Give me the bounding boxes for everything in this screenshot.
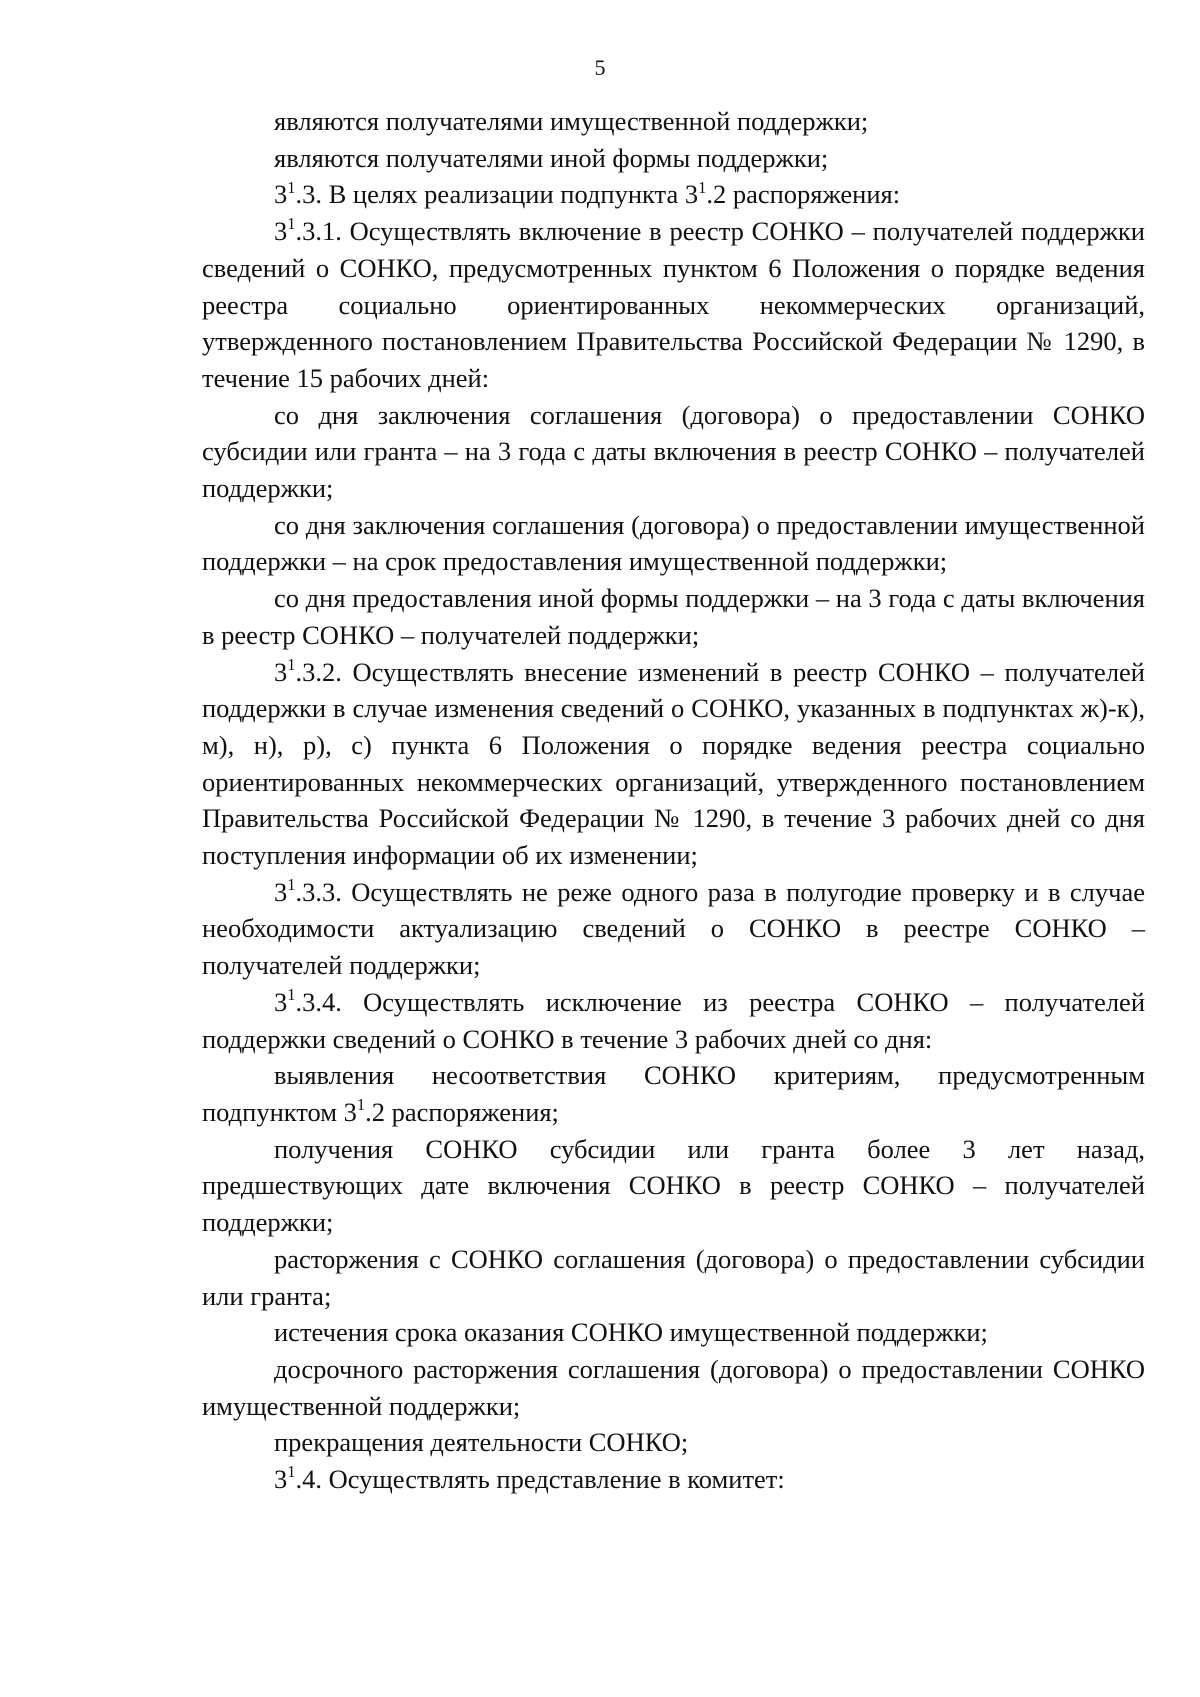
paragraph: получения СОНКО субсидии или гранта более 3 лет назад, предшествующих дате включения СОНКО в реестр СОНКО – получателей поддержки; bbox=[202, 1133, 1145, 1238]
paragraph: $3^1.3.4$. Осуществлять исключение из реестра СОНКО – получателей поддержки сведений о СОНКО в течение 3 рабочих дней со дня: bbox=[202, 985, 1145, 1054]
paragraph: со дня заключения соглашения (договора) о предоставлении имущественной поддержки – на срок предоставления имущественной поддержки; bbox=[202, 509, 1145, 577]
paragraph: являются получателями иной формы поддержки; bbox=[274, 142, 829, 173]
paragraph: $3^1.3$. В целях реализации подпункта $3^1.2$ распоряжения: bbox=[274, 177, 901, 210]
paragraph: $3^1.4$. Осуществлять представление в комитет: bbox=[274, 1462, 785, 1495]
paragraph: $3^1.3.2$. Осуществлять внесение изменений в реестр СОНКО – получателей поддержки в случае изменения сведений о СОНКО, указанных в подпунктах ж)-к), м), н), р), с) пункта 6 Положения о порядке ведения реестра социально ориентированных некоммерческих организаций, утвержденного постановлением Правительства Российской Федерации № 1290, в течение 3 рабочих дней со дня поступления информации об их изменении; bbox=[202, 654, 1145, 871]
document-body bbox=[202, 103, 1145, 1498]
paragraph: досрочного расторжения соглашения (договора) о предоставлении СОНКО имущественной поддержки; bbox=[202, 1353, 1145, 1421]
paragraph: со дня предоставления иной формы поддержки – на 3 года с даты включения в реестр СОНКО – получателей поддержки; bbox=[202, 583, 1145, 650]
paragraph: $3^1.3.1$. Осуществлять включение в реестр СОНКО – получателей поддержки сведений о СОНКО, предусмотренных пунктом 6 Положения о порядке ведения реестра социально ориентированных некоммерческих организаций, утвержденного постановлением Правительства Российской Федерации № 1290, в течение 15 рабочих дней: bbox=[202, 214, 1145, 393]
paragraph: расторжения с СОНКО соглашения (договора) о предоставлении субсидии или гранта; bbox=[202, 1243, 1145, 1311]
paragraph: выявления несоответствия СОНКО критериям, предусмотренным подпунктом $3^1.2$ распоряжения; bbox=[202, 1060, 1145, 1127]
page-number: 5 bbox=[594, 55, 606, 80]
paragraph: являются получателями имущественной поддержки; bbox=[274, 106, 869, 136]
paragraph: со дня заключения соглашения (договора) о предоставлении СОНКО субсидии или гранта – на 3 года с даты включения в реестр СОНКО – получателей поддержки; bbox=[202, 399, 1145, 504]
paragraph: истечения срока оказания СОНКО имущественной поддержки; bbox=[274, 1317, 988, 1348]
paragraph: прекращения деятельности СОНКО; bbox=[274, 1427, 689, 1458]
paragraph: $3^1.3.3$. Осуществлять не реже одного раза в полугодие проверку и в случае необходимости актуализацию сведений о СОНКО в реестре СОНКО – получателей поддержки; bbox=[202, 875, 1145, 981]
